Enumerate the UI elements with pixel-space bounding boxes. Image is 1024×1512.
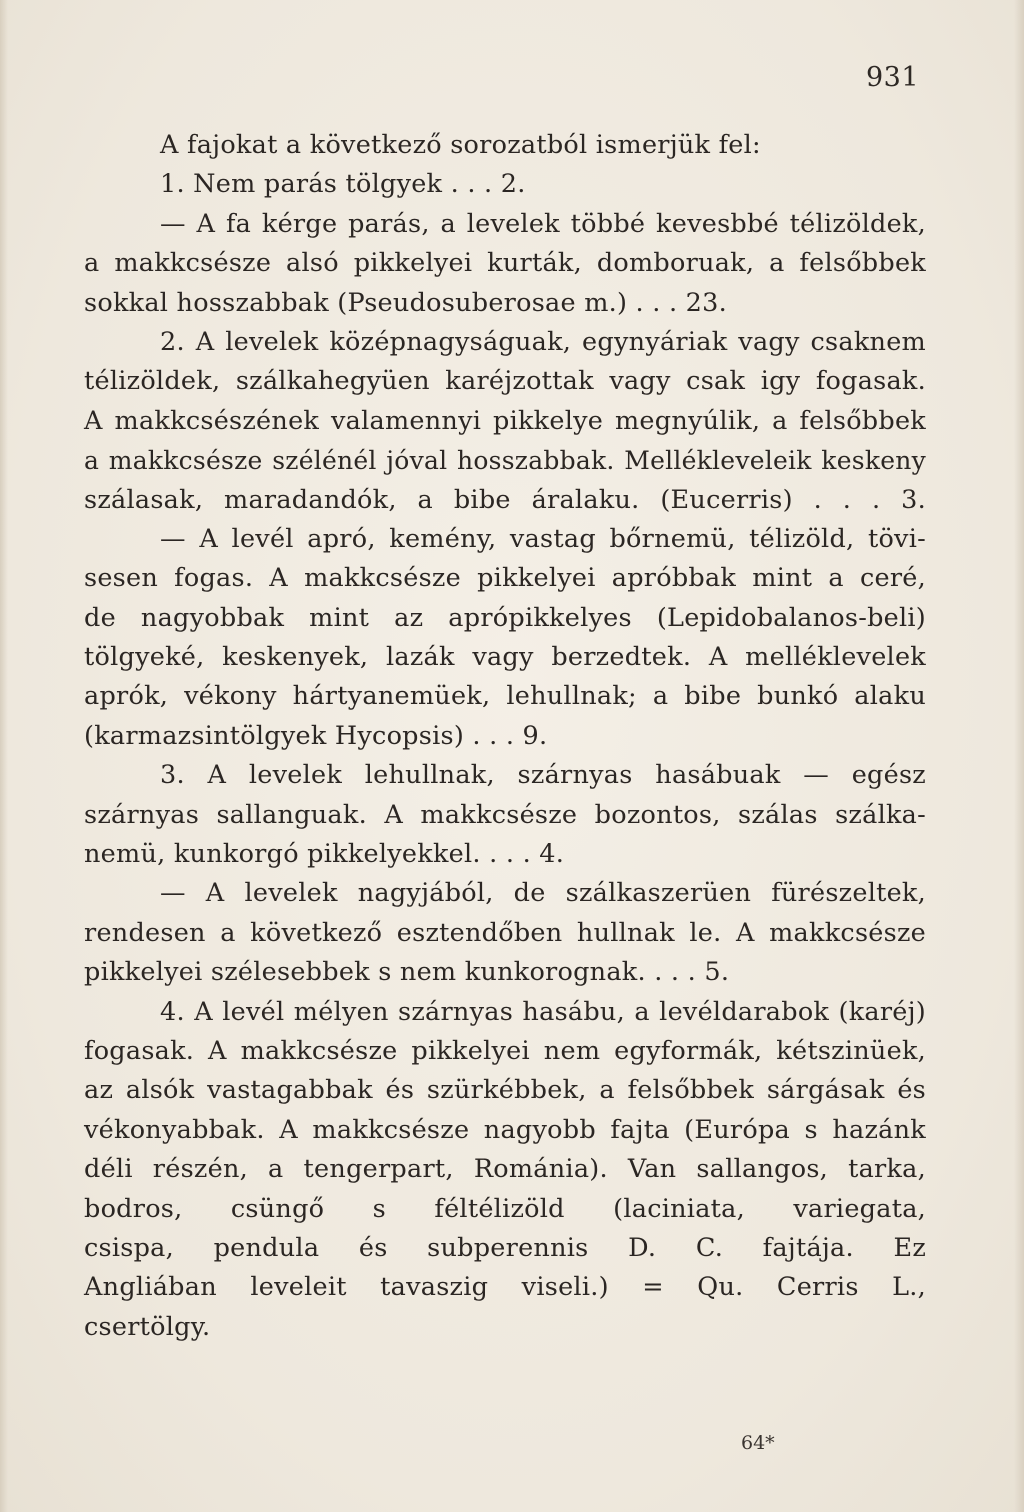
text-line: sesen fogas. A makkcsésze pikkelyei apróbbak mint a ceré, — [84, 563, 926, 594]
text-line: — A levél apró, kemény, vastag bőrnemü, télizöld, tövi- — [160, 523, 926, 554]
text-line: 1. Nem parás tölgyek . . . 2. — [160, 169, 526, 200]
text-line: de nagyobbak mint az aprópikkelyes (Lepidobalanos-beli) — [84, 602, 926, 633]
text-line: 3. A levelek lehullnak, szárnyas hasábuak — egész — [160, 760, 926, 791]
text-line: 4. A levél mélyen szárnyas hasábu, a levéldarabok (karéj) — [160, 996, 926, 1027]
body-text — [84, 126, 926, 1347]
text-line: tölgyeké, keskenyek, lazák vagy berzedtek. A melléklevelek — [84, 642, 926, 673]
text-line: bodros, csüngő s féltélizöld (laciniata, variegata, — [84, 1193, 926, 1224]
page-edge-shadow-right — [1014, 0, 1024, 1512]
text-line: sokkal hosszabbak (Pseudosuberosae m.) . . . 23. — [84, 287, 727, 318]
text-line: csispa, pendula és subperennis D. C. fajtája. Ez — [84, 1232, 926, 1263]
page-edge-shadow-left — [0, 0, 8, 1512]
text-line: szálasak, maradandók, a bibe áralaku. (Eucerris) . . . 3. — [84, 484, 926, 515]
text-line: a makkcsésze szélénél jóval hosszabbak. Mellékleveleik keskeny — [84, 446, 926, 476]
page-number: 931 — [866, 62, 920, 93]
text-line: (karmazsintölgyek Hycopsis) . . . 9. — [84, 720, 548, 751]
text-line: pikkelyei szélesebbek s nem kunkorognak. . . . 5. — [84, 957, 730, 988]
text-line: nemü, kunkorgó pikkelyekkel. . . . 4. — [84, 839, 565, 870]
text-line: A makkcsészének valamennyi pikkelye megnyúlik, a felsőbbek — [84, 405, 926, 436]
text-line: aprók, vékony hártyanemüek, lehullnak; a bibe bunkó alaku — [84, 681, 926, 712]
text-line: 2. A levelek középnagyságuak, egynyáriak vagy csaknem — [160, 326, 926, 357]
text-line: rendesen a következő esztendőben hullnak le. A makkcsésze — [84, 917, 926, 948]
text-line: a makkcsésze alsó pikkelyei kurták, domboruak, a felsőbbek — [84, 248, 926, 279]
text-line: A fajokat a következő sorozatból ismerjük fel: — [160, 130, 761, 160]
text-line: — A fa kérge parás, a levelek többé kevesbbé télizöldek, — [160, 208, 926, 239]
text-line: fogasak. A makkcsésze pikkelyei nem egyformák, kétszinüek, — [84, 1035, 926, 1066]
text-line: csertölgy. — [84, 1311, 211, 1342]
printer-signature-mark: 64* — [741, 1432, 775, 1454]
text-line: szárnyas sallanguak. A makkcsésze bozontos, szálas szálka- — [84, 799, 926, 830]
text-line: déli részén, a tengerpart, Románia). Van sallangos, tarka, — [84, 1154, 926, 1185]
text-line: vékonyabbak. A makkcsésze nagyobb fajta (Európa s hazánk — [84, 1114, 926, 1145]
text-line: — A levelek nagyjából, de szálkaszerüen fürészeltek, — [160, 878, 926, 909]
text-line: az alsók vastagabbak és szürkébbek, a felsőbbek sárgásak és — [84, 1075, 926, 1106]
text-line: télizöldek, szálkahegyüen karéjzottak vagy csak igy fogasak. — [84, 366, 926, 397]
text-line: Angliában leveleit tavaszig viseli.) = Qu. Cerris L., — [84, 1272, 926, 1303]
